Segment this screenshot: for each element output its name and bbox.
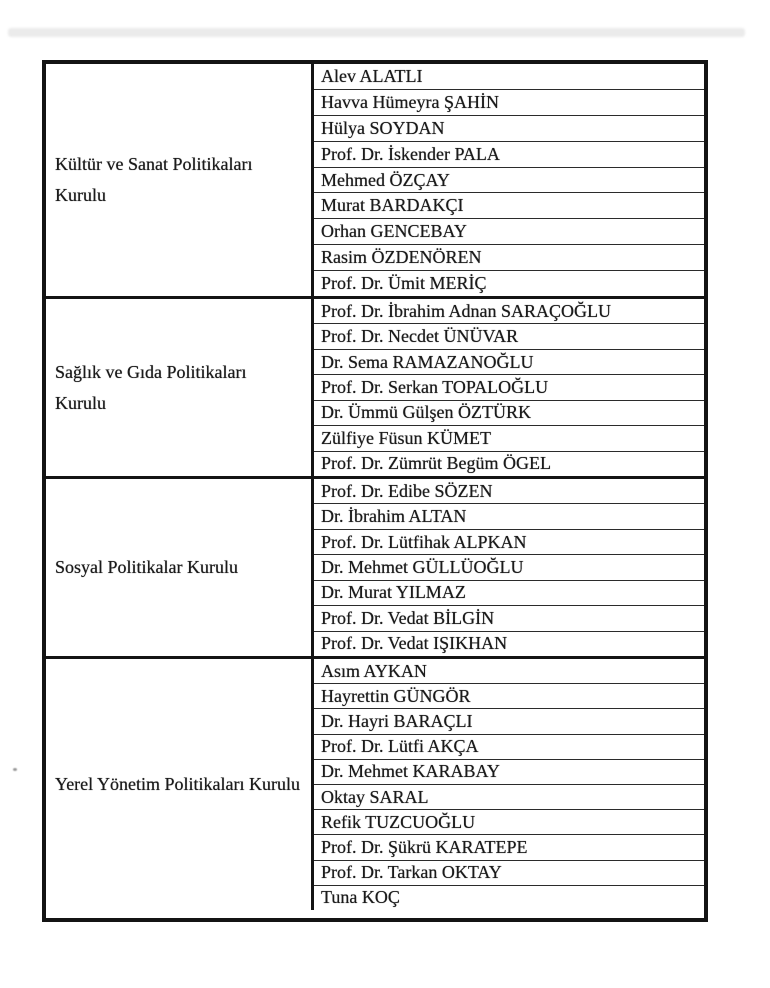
- member-row: Dr. Hayri BARAÇLI: [314, 708, 704, 733]
- member-row: Zülfiye Füsun KÜMET: [314, 425, 704, 450]
- council-section: [46, 656, 704, 910]
- members-cell: [314, 479, 704, 656]
- member-row: Prof. Dr. Necdet ÜNÜVAR: [314, 323, 704, 348]
- council-section: [46, 64, 704, 296]
- council-name-cell: Kültür ve Sanat Politikaları Kurulu: [46, 64, 314, 296]
- member-row: Prof. Dr. Ümit MERİÇ: [314, 270, 704, 296]
- members-cell: [314, 659, 704, 910]
- member-row: Prof. Dr. Vedat IŞIKHAN: [314, 631, 704, 656]
- member-row: Prof. Dr. Tarkan OKTAY: [314, 860, 704, 885]
- member-row: Havva Hümeyra ŞAHİN: [314, 89, 704, 115]
- member-row: Hayrettin GÜNGÖR: [314, 683, 704, 708]
- member-row: Prof. Dr. Lütfi AKÇA: [314, 734, 704, 759]
- member-row: Dr. Ümmü Gülşen ÖZTÜRK: [314, 400, 704, 425]
- council-section: [46, 296, 704, 476]
- member-row: Dr. İbrahim ALTAN: [314, 503, 704, 528]
- member-row: Refik TUZCUOĞLU: [314, 809, 704, 834]
- member-row: Alev ALATLI: [321, 65, 423, 86]
- scan-artifact-dot: [13, 768, 17, 771]
- council-name-cell: Sosyal Politikalar Kurulu: [46, 479, 314, 656]
- members-cell: [314, 299, 704, 476]
- councils-table: [42, 60, 708, 922]
- member-row: Prof. Dr. Zümrüt Begüm ÖGEL: [314, 451, 704, 476]
- member-row: Orhan GENCEBAY: [314, 218, 704, 244]
- member-row: Dr. Mehmet GÜLLÜOĞLU: [314, 554, 704, 579]
- member-row: Murat BARDAKÇI: [314, 192, 704, 218]
- member-row: Hülya SOYDAN: [314, 115, 704, 141]
- council-section: [46, 476, 704, 656]
- member-row: Dr. Mehmet KARABAY: [314, 759, 704, 784]
- council-name-cell: Yerel Yönetim Politikaları Kurulu: [46, 659, 314, 910]
- member-row: Dr. Sema RAMAZANOĞLU: [314, 349, 704, 374]
- council-name-cell: Sağlık ve Gıda Politikaları Kurulu: [46, 299, 314, 476]
- member-row: Prof. Dr. İskender PALA: [314, 141, 704, 167]
- member-row: Prof. Dr. Edibe SÖZEN: [321, 480, 493, 501]
- member-row: Asım AYKAN: [321, 660, 427, 681]
- member-row: Prof. Dr. Serkan TOPALOĞLU: [314, 374, 704, 399]
- members-cell: [314, 64, 704, 296]
- member-row: Prof. Dr. Lütfihak ALPKAN: [314, 529, 704, 554]
- member-row: Mehmed ÖZÇAY: [314, 167, 704, 193]
- scan-artifact-band: [8, 28, 745, 37]
- member-row: Rasim ÖZDENÖREN: [314, 244, 704, 270]
- member-row: Oktay SARAL: [314, 784, 704, 809]
- member-row: Prof. Dr. Vedat BİLGİN: [314, 605, 704, 630]
- member-row: Dr. Murat YILMAZ: [314, 580, 704, 605]
- member-row: Prof. Dr. İbrahim Adnan SARAÇOĞLU: [321, 300, 611, 321]
- member-row: Tuna KOÇ: [314, 885, 704, 910]
- member-row: Prof. Dr. Şükrü KARATEPE: [314, 834, 704, 859]
